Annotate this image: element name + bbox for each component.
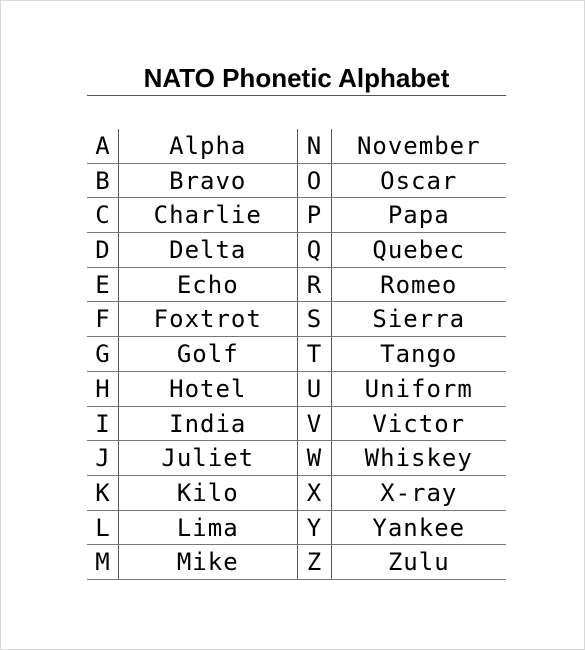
word-cell: Echo [176,270,239,299]
letter-cell: A [87,129,119,163]
table-row [87,407,297,442]
word-cell: Uniform [364,374,473,403]
word-cell: Yankee [372,513,466,542]
table-row [297,545,507,580]
letter-cell: E [87,268,119,302]
table-row [297,337,507,372]
table-row [297,441,507,476]
left-column [87,129,297,580]
word-cell: X-ray [380,478,458,507]
word-cell: Sierra [372,305,466,334]
table-row [87,511,297,546]
table-row [297,302,507,337]
table-row [297,268,507,303]
title-underline [87,95,506,96]
table-row [297,164,507,199]
letter-cell: S [297,302,332,336]
table-row [297,511,507,546]
letter-cell: I [87,407,119,441]
table-row [87,233,297,268]
word-cell: Papa [387,201,450,230]
word-cell: Oscar [380,166,458,195]
letter-cell: V [297,407,332,441]
word-cell: Lima [176,513,239,542]
letter-cell: K [87,476,119,510]
word-cell: Golf [176,340,239,369]
letter-cell: X [297,476,332,510]
word-cell: Hotel [169,374,247,403]
letter-cell: T [297,337,332,371]
word-cell: Juliet [161,444,255,473]
alphabet-table [87,129,506,580]
table-row [87,545,297,580]
letter-cell: P [297,198,332,232]
letter-cell: D [87,233,119,267]
table-row [87,337,297,372]
table-row [297,233,507,268]
word-cell: Romeo [380,270,458,299]
letter-cell: R [297,268,332,302]
word-cell: Whiskey [364,444,473,473]
table-row [87,129,297,164]
word-cell: Charlie [153,201,262,230]
word-cell: Mike [176,548,239,577]
letter-cell: B [87,164,119,198]
right-column [297,129,507,580]
letter-cell: W [297,441,332,475]
page-title: NATO Phonetic Alphabet [143,63,450,93]
table-row [297,129,507,164]
table-row [87,441,297,476]
word-cell: Victor [372,409,466,438]
word-cell: Kilo [176,478,239,507]
letter-cell: C [87,198,119,232]
word-cell: Bravo [169,166,247,195]
table-row [87,198,297,233]
word-cell: Delta [169,236,247,265]
letter-cell: F [87,302,119,336]
letter-cell: N [297,129,332,163]
table-row [87,268,297,303]
word-cell: November [356,132,481,160]
word-cell: Tango [380,340,458,369]
table-row [297,407,507,442]
table-row [297,198,507,233]
letter-cell: O [297,164,332,198]
letter-cell: L [87,511,119,545]
table-row [87,164,297,199]
table-row [297,476,507,511]
letter-cell: J [87,441,119,475]
letter-cell: Z [297,545,332,579]
word-cell: Zulu [387,548,450,577]
table-row [87,372,297,407]
word-cell: Foxtrot [153,305,262,334]
table-row [297,372,507,407]
word-cell: Alpha [169,132,247,160]
word-cell: Quebec [372,236,466,265]
letter-cell: Q [297,233,332,267]
word-cell: India [169,409,247,438]
table-row [87,476,297,511]
letter-cell: U [297,372,332,406]
letter-cell: Y [297,511,332,545]
letter-cell: M [87,545,119,579]
letter-cell: H [87,372,119,406]
letter-cell: G [87,337,119,371]
table-row [87,302,297,337]
